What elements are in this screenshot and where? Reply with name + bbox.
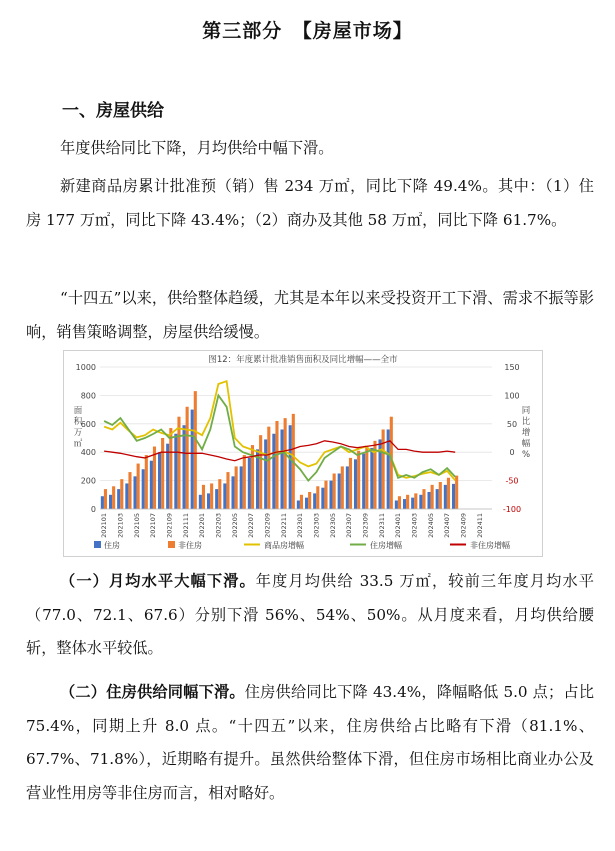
y-right-tick-label: 50 — [506, 419, 518, 429]
housing-bar — [117, 489, 120, 509]
non-housing-bar — [382, 429, 385, 509]
legend-label: 住房增幅 — [370, 541, 402, 550]
y-left-axis-label: 积 — [73, 417, 83, 427]
x-tick-label: 202309 — [361, 513, 370, 538]
housing-bar — [329, 481, 332, 509]
non-housing-bar — [137, 464, 140, 509]
housing-bar — [174, 434, 177, 509]
non-housing-bar — [349, 458, 352, 509]
y-right-tick-label: -50 — [505, 476, 519, 486]
paragraph-housing — [26, 676, 594, 810]
chart-title: 图12：年度累计批准销售面积及同比增幅——全市 — [208, 355, 398, 365]
x-tick-label: 202311 — [377, 513, 386, 538]
non-housing-bar — [267, 427, 270, 509]
housing-bar — [403, 499, 406, 509]
non-housing-bar — [177, 417, 180, 509]
commercial-growth-line — [104, 381, 455, 480]
non-housing-bar — [398, 496, 401, 509]
x-tick-label: 202401 — [394, 513, 403, 538]
y-right-axis-label: 同 — [521, 406, 531, 416]
non-housing-bar — [120, 479, 123, 509]
housing-bar — [321, 488, 324, 509]
housing-bar — [444, 485, 447, 509]
x-tick-label: 202405 — [426, 513, 435, 538]
chart-svg — [64, 351, 542, 556]
housing-bar — [289, 425, 292, 509]
housing-bar — [346, 466, 349, 509]
y-left-tick-label: 400 — [80, 448, 96, 458]
y-left-tick-label: 0 — [90, 505, 96, 514]
x-tick-label: 202109 — [165, 513, 174, 538]
x-tick-label: 202203 — [214, 513, 223, 538]
housing-bar — [150, 461, 153, 509]
y-left-tick-label: 600 — [80, 419, 96, 429]
y-right-axis-label: 增 — [521, 428, 531, 438]
housing-bar — [240, 466, 243, 509]
paragraph-housing-lead: （二）住房供给同幅下滑。 — [60, 683, 245, 701]
non-housing-bar — [128, 472, 131, 509]
housing-bar — [182, 425, 185, 509]
paragraph-trend: “十四五”以来，供给整体趋缓，尤其是本年以来受投资开工下滑、需求不振等影响，销售策略调整，房屋供给缓慢。 — [26, 289, 594, 341]
non-housing-bar — [275, 421, 278, 509]
y-right-axis-label: % — [521, 450, 531, 460]
x-tick-label: 202201 — [198, 513, 207, 538]
non-housing-bar — [161, 438, 164, 509]
non-housing-bar — [431, 485, 434, 509]
non-housing-bar — [284, 418, 287, 509]
non-housing-bar — [145, 455, 148, 509]
x-tick-label: 202307 — [345, 513, 354, 538]
x-tick-label: 202207 — [247, 513, 256, 538]
paragraph-housing-body: 住房供给同比下降 43.4%，降幅略低 5.0 点；占比 75.4%，同期上升 8.0 点。“十四五”以来，住房供给占比略有下滑（81.1%、67.7%、71.8%），近期略有提升。虽然供给整体下滑，但住房市场相比商业办公及营业性用房等非住房而言，相对略好。 — [26, 683, 595, 802]
housing-bar — [207, 493, 210, 509]
non-housing-bar — [357, 451, 360, 509]
paragraph-supply-volume: 新建商品房累计批准预（销）售 234 万㎡，同比下降 49.4%。其中：（1）住房 177 万㎡，同比下降 43.4%；（2）商办及其他 58 万㎡，同比下降 61.7%。 — [26, 177, 594, 229]
paragraph-monthly — [26, 565, 594, 666]
non-housing-bar — [153, 447, 156, 509]
non-housing-bar — [186, 407, 189, 509]
y-right-tick-label: 150 — [504, 363, 520, 372]
housing-bar — [395, 500, 398, 509]
non-housing-bar — [226, 472, 229, 509]
y-right-axis-label: 幅 — [521, 439, 531, 449]
housing-bar — [133, 476, 136, 509]
housing-bar — [248, 458, 251, 509]
x-tick-label: 202407 — [443, 513, 452, 538]
y-left-tick-label: 800 — [80, 391, 96, 401]
housing-bar — [158, 452, 161, 509]
legend-label: 非住房 — [178, 541, 202, 550]
housing-bar — [231, 476, 234, 509]
x-tick-label: 202111 — [181, 513, 190, 538]
x-tick-label: 202403 — [410, 513, 419, 538]
section-heading: 一、房屋供给 — [62, 101, 164, 121]
paragraph-monthly-body: 年度月均供给 33.5 万㎡，较前三年度月均水平（77.0、72.1、67.6）分别下滑 56%、54%、50%。从月度来看，月均供给腰斩，整体水平较低。 — [26, 572, 594, 657]
housing-bar — [370, 448, 373, 509]
non-housing-bar — [169, 428, 172, 509]
housing-bar — [264, 439, 267, 509]
y-right-axis-label: 比 — [521, 417, 531, 427]
non-housing-bar — [308, 492, 311, 509]
non-housing-bar — [439, 482, 442, 509]
legend-swatch — [168, 541, 175, 548]
x-tick-label: 202105 — [132, 513, 141, 538]
non-housing-bar — [341, 466, 344, 509]
y-left-tick-label: 1000 — [75, 363, 96, 372]
y-left-tick-label: 200 — [80, 476, 96, 486]
non-housing-bar — [235, 466, 238, 509]
x-tick-label: 202107 — [149, 513, 158, 538]
housing-bar — [411, 498, 414, 509]
x-tick-label: 202101 — [100, 513, 109, 538]
x-tick-label: 202305 — [328, 513, 337, 538]
non-housing-bar — [259, 435, 262, 509]
housing-bar — [280, 429, 283, 509]
non-housing-bar — [194, 391, 197, 509]
non-housing-bar — [333, 474, 336, 510]
page-title: 第三部分 【房屋市场】 — [202, 20, 413, 42]
x-tick-label: 202411 — [475, 513, 484, 538]
non-housing-bar — [406, 495, 409, 509]
housing-bar — [305, 498, 308, 509]
legend-swatch — [94, 541, 101, 548]
y-right-tick-label: 100 — [504, 391, 520, 401]
housing-bar — [166, 444, 169, 509]
paragraph-summary: 年度供给同比下降，月均供给中幅下滑。 — [60, 139, 334, 157]
housing-bar — [452, 484, 455, 509]
non-housing-bar — [300, 495, 303, 509]
y-left-axis-label: ㎡ — [73, 439, 83, 449]
non-housing-bar — [202, 485, 205, 509]
non-housing-bar — [316, 486, 319, 509]
housing-bar — [427, 492, 430, 509]
x-tick-label: 202205 — [230, 513, 239, 538]
x-tick-label: 202303 — [312, 513, 321, 538]
legend-label: 商品房增幅 — [264, 541, 304, 550]
x-tick-label: 202301 — [296, 513, 305, 538]
housing-bar — [297, 500, 300, 509]
housing-bar — [142, 469, 145, 509]
supply-chart — [63, 350, 543, 557]
y-right-tick-label: -100 — [502, 505, 522, 514]
non-housing-bar — [210, 483, 213, 509]
non-housing-bar — [112, 486, 115, 509]
housing-bar — [223, 483, 226, 509]
x-tick-label: 202103 — [116, 513, 125, 538]
non-housing-bar — [365, 447, 368, 509]
non-housing-bar — [104, 489, 107, 509]
housing-bar — [354, 459, 357, 509]
paragraph-monthly-lead: （一）月均水平大幅下滑。 — [60, 572, 256, 590]
non-housing-bar — [455, 476, 458, 509]
non-housing-bar — [414, 493, 417, 509]
non-housing-bar — [218, 479, 221, 509]
housing-bar — [436, 489, 439, 509]
non-housing-bar — [324, 481, 327, 509]
y-right-tick-label: 0 — [509, 448, 515, 458]
legend-label: 住房 — [104, 541, 120, 550]
non-housing-bar — [422, 489, 425, 509]
housing-bar — [109, 495, 112, 509]
x-tick-label: 202409 — [459, 513, 468, 538]
housing-bar — [125, 483, 128, 509]
housing-bar — [313, 493, 316, 509]
housing-bar — [215, 489, 218, 509]
housing-bar — [338, 474, 341, 510]
housing-bar — [101, 496, 104, 509]
y-left-axis-label: 面 — [73, 406, 83, 416]
non-housing-bar — [447, 478, 450, 509]
housing-bar — [199, 495, 202, 509]
y-left-axis-label: 万 — [73, 428, 83, 438]
housing-growth-line — [104, 395, 455, 480]
legend-label: 非住房增幅 — [470, 541, 510, 550]
housing-bar — [191, 410, 194, 509]
housing-bar — [419, 495, 422, 509]
x-tick-label: 202209 — [263, 513, 272, 538]
non-housing-bar — [243, 455, 246, 509]
housing-bar — [272, 434, 275, 509]
housing-bar — [362, 454, 365, 509]
x-tick-label: 202211 — [279, 513, 288, 538]
